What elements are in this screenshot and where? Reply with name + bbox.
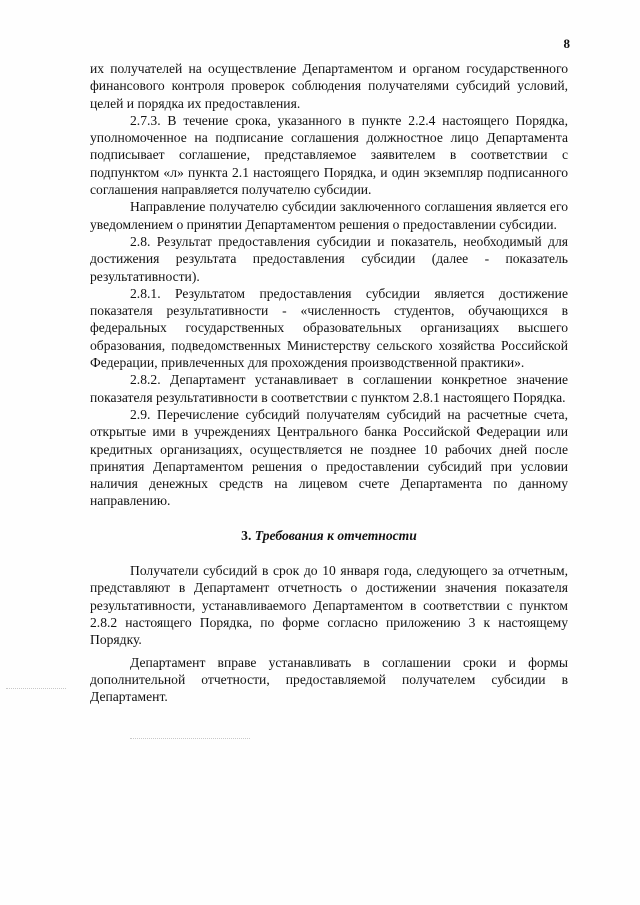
scan-artifact bbox=[130, 738, 250, 739]
paragraph-additional-reporting: Департамент вправе устанавливать в соглашении сроки и формы дополнительной отчетности, предоставляемой получателем субсидии в Департамент. bbox=[90, 654, 568, 705]
section-3-heading bbox=[90, 527, 568, 544]
section-3-title: Требования к отчетности bbox=[254, 527, 417, 543]
paragraph-2-8-2: 2.8.2. Департамент устанавливает в соглашении конкретное значение показателя результативности в соответствии с пунктом 2.8.1 настоящего Порядка. bbox=[90, 372, 568, 405]
paragraph-2-7-3: 2.7.3. В течение срока, указанного в пункте 2.2.4 настоящего Порядка, уполномоченное на подписание соглашения должностное лицо Департамента подписывает соглашение, представляемое заявителем в соответствии с подпунктом «л» пункта 2.1 настоящего Порядка, и один экземпляр подписанного соглашения направляется получателю субсидии. bbox=[90, 112, 568, 198]
section-3-number: 3. bbox=[241, 527, 252, 543]
scan-artifact bbox=[6, 688, 66, 689]
paragraph-reporting-deadline: Получатели субсидий в срок до 10 января года, следующего за отчетным, представляют в Департамент отчетность о достижении значения показателя результативности, устанавливаемого Департаментом в соответствии с пунктом 2.8.2 настоящего Порядка, по форме согласно приложению 3 к настоящему Порядку. bbox=[90, 563, 568, 648]
paragraph-2-8-1: 2.8.1. Результатом предоставления субсидии является достижение показателя результативности - «численность студентов, обучающихся в федеральных государственных образовательных организациях высшего образования, подведомственных Министерству сельского хозяйства Российской Федерации, привлеченных для прохождения производственной практики». bbox=[90, 285, 568, 371]
paragraph-2-8: 2.8. Результат предоставления субсидии и показатель, необходимый для достижения результата предоставления субсидии (далее - показатель результативности). bbox=[90, 233, 568, 284]
page-number: 8 bbox=[563, 36, 570, 51]
paragraph-2-9: 2.9. Перечисление субсидий получателям субсидий на расчетные счета, открытые ими в учреждениях Центрального банка Российской Федерации или кредитных организациях, осуществляется не позднее 10 рабочих дней после принятия Департаментом решения о предоставлении субсидий при условии наличия денежных средств на лицевом счете Департамента по данному направлению. bbox=[90, 406, 568, 509]
document-body bbox=[90, 60, 568, 705]
paragraph-notification: Направление получателю субсидии заключенного соглашения является его уведомлением о принятии Департаментом решения о предоставлении субсидии. bbox=[90, 199, 568, 232]
paragraph-continuation: их получателей на осуществление Департаментом и органом государственного финансового контроля проверок соблюдения получателями субсидий условий, целей и порядка их предоставления. bbox=[90, 61, 568, 111]
